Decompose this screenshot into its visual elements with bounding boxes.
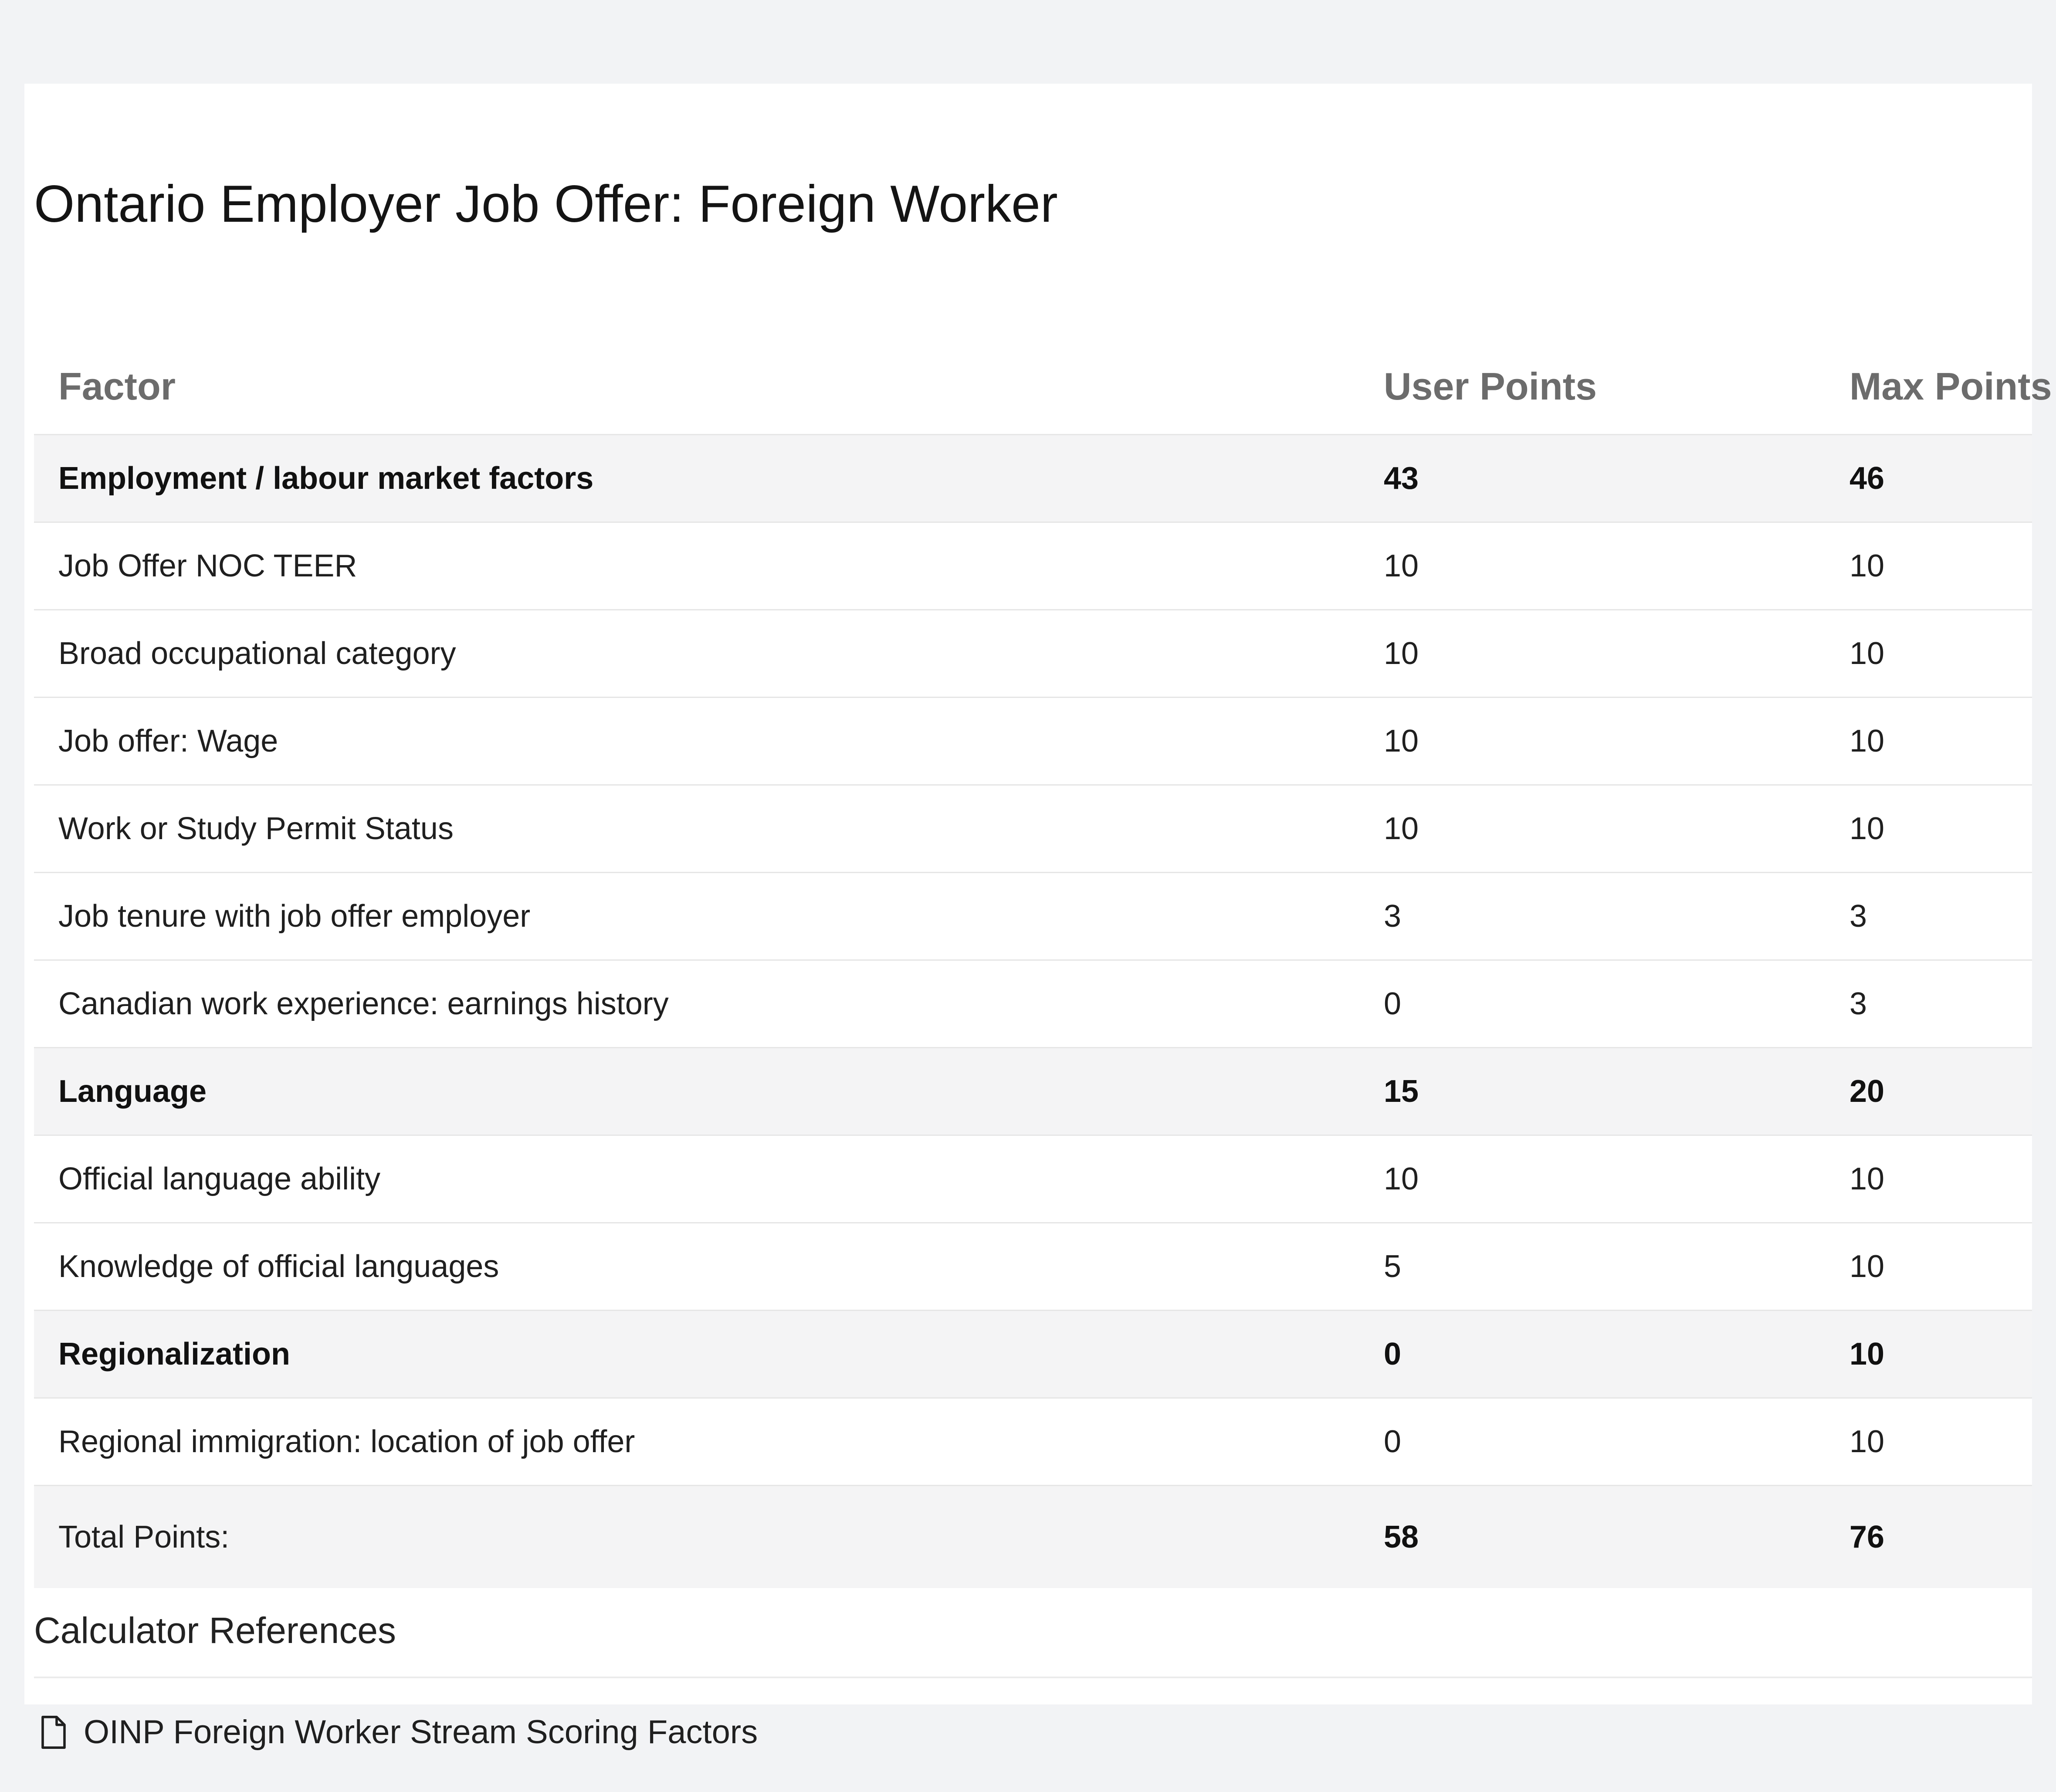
section-row <box>34 1311 2032 1398</box>
factor-cell: Job Offer NOC TEER <box>34 522 1359 610</box>
factor-cell: Regionalization <box>34 1311 1359 1398</box>
points-table-body <box>34 435 2032 1589</box>
calculator-card <box>24 84 2052 1751</box>
user-points-cell: 0 <box>1359 1311 1825 1398</box>
column-header-max-points: Max Points <box>1849 365 2052 408</box>
user-points-cell: 10 <box>1359 1135 1825 1223</box>
table-row <box>34 785 2032 873</box>
references-title: Calculator References <box>34 1610 396 1651</box>
max-points-cell: 10 <box>1825 522 2032 610</box>
max-points-cell: 10 <box>1825 785 2032 873</box>
user-points-cell: 0 <box>1359 1398 1825 1486</box>
user-points-cell: 0 <box>1359 960 1825 1048</box>
user-points-cell: 10 <box>1359 522 1825 610</box>
factor-cell: Job tenure with job offer employer <box>34 873 1359 960</box>
max-points-cell: 10 <box>1825 1223 2032 1311</box>
total-max-points: 76 <box>1825 1486 2032 1589</box>
factor-cell: Job offer: Wage <box>34 698 1359 785</box>
user-points-cell: 15 <box>1359 1048 1825 1135</box>
max-points-cell: 46 <box>1825 435 2032 522</box>
table-row <box>34 1398 2032 1486</box>
points-table-header <box>34 343 2052 435</box>
total-user-points: 58 <box>1359 1486 1825 1589</box>
document-icon <box>37 1715 69 1750</box>
max-points-cell: 3 <box>1825 873 2032 960</box>
table-row <box>34 873 2032 960</box>
references-divider <box>34 1677 2032 1678</box>
user-points-cell: 10 <box>1359 785 1825 873</box>
max-points-cell: 10 <box>1825 698 2032 785</box>
reference-label: OINP Foreign Worker Stream Scoring Factors <box>84 1714 758 1751</box>
max-points-cell: 10 <box>1825 1398 2032 1486</box>
reference-link[interactable] <box>37 1711 758 1753</box>
user-points-cell: 10 <box>1359 610 1825 698</box>
table-row <box>34 960 2032 1048</box>
factor-cell: Work or Study Permit Status <box>34 785 1359 873</box>
factor-cell: Broad occupational category <box>34 610 1359 698</box>
factor-cell: Canadian work experience: earnings history <box>34 960 1359 1048</box>
max-points-cell: 10 <box>1825 1311 2032 1398</box>
section-row <box>34 435 2032 522</box>
max-points-cell: 10 <box>1825 1135 2032 1223</box>
total-row <box>34 1486 2032 1589</box>
user-points-cell: 5 <box>1359 1223 1825 1311</box>
factor-cell: Regional immigration: location of job offer <box>34 1398 1359 1486</box>
factor-cell: Employment / labour market factors <box>34 435 1359 522</box>
column-header-factor: Factor <box>58 365 176 408</box>
factor-cell: Official language ability <box>34 1135 1359 1223</box>
table-row <box>34 1223 2032 1311</box>
max-points-cell: 10 <box>1825 610 2032 698</box>
table-row <box>34 1135 2032 1223</box>
user-points-cell: 10 <box>1359 698 1825 785</box>
user-points-cell: 3 <box>1359 873 1825 960</box>
column-header-user-points: User Points <box>1384 365 1597 408</box>
user-points-cell: 43 <box>1359 435 1825 522</box>
factor-cell: Knowledge of official languages <box>34 1223 1359 1311</box>
max-points-cell: 20 <box>1825 1048 2032 1135</box>
total-label: Total Points: <box>34 1486 1359 1589</box>
table-row <box>34 698 2032 785</box>
section-row <box>34 1048 2032 1135</box>
page-title: Ontario Employer Job Offer: Foreign Worker <box>34 175 1058 233</box>
table-row <box>34 610 2032 698</box>
max-points-cell: 3 <box>1825 960 2032 1048</box>
points-table <box>34 343 2052 1588</box>
factor-cell: Language <box>34 1048 1359 1135</box>
table-row <box>34 522 2032 610</box>
